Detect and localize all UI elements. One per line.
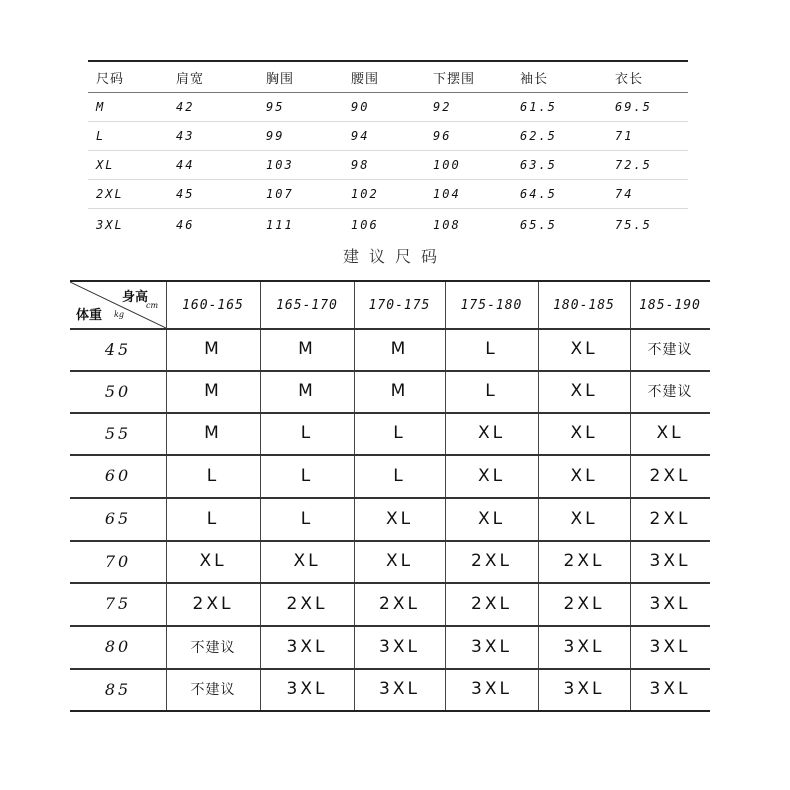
weight-cell: 50: [104, 381, 132, 401]
measurement-row: [88, 151, 688, 180]
measurement-cell-chest: 107: [266, 187, 294, 201]
weight-cell: 55: [104, 423, 132, 443]
height-unit: cm: [146, 301, 159, 310]
measurement-cell-hem: 108: [433, 218, 461, 232]
measurement-cell-sleeve: 62.5: [520, 129, 557, 143]
size-recommendation-cell: XL: [570, 423, 598, 443]
size-recommendation-cell: L: [206, 465, 220, 486]
size-recommendation-cell: XL: [477, 465, 506, 486]
size-recommendation-cell: 不建议: [647, 342, 693, 358]
measurement-cell-length: 75.5: [615, 218, 652, 232]
measurement-cell-waist: 106: [351, 218, 379, 232]
size-recommendation-cell: 3XL: [286, 636, 328, 657]
size-recommendation-cell: XL: [570, 465, 598, 486]
corner-header: [70, 282, 166, 328]
recommend-title: 建议尺码: [342, 247, 447, 266]
size-recommendation-cell: XL: [477, 508, 506, 529]
measurement-cell-length: 72.5: [615, 158, 652, 172]
measurement-cell-chest: 99: [266, 129, 285, 143]
measurement-header-row: [88, 62, 688, 93]
measurement-cell-size: XL: [96, 158, 115, 172]
size-recommendation-cell: 3XL: [286, 679, 328, 699]
measurement-row: [88, 180, 688, 209]
height-range-header: 185-190: [639, 297, 701, 313]
size-recommendation-cell: 2XL: [192, 593, 234, 614]
size-recommendation-cell: L: [485, 339, 498, 359]
measurement-cell-shoulder: 42: [176, 100, 195, 114]
weight-cell: 65: [104, 509, 132, 528]
size-recommendation-cell: XL: [570, 381, 598, 401]
measurement-cell-size: L: [96, 129, 106, 143]
size-recommendation-cell: M: [204, 423, 222, 443]
size-recommendation-cell: 3XL: [649, 679, 691, 699]
measurement-cell-length: 69.5: [615, 100, 652, 114]
recommendation-table: [70, 280, 710, 712]
size-recommendation-cell: L: [300, 508, 314, 529]
height-range-header: 175-180: [460, 297, 523, 313]
size-recommendation-cell: 3XL: [471, 636, 512, 657]
size-recommendation-cell: 2XL: [649, 465, 691, 486]
measurement-cell-sleeve: 61.5: [520, 100, 557, 114]
size-recommendation-cell: 不建议: [647, 384, 693, 400]
measurement-cell-length: 71: [615, 129, 634, 143]
measurement-cell-chest: 95: [266, 100, 285, 114]
measurement-cell-waist: 98: [351, 158, 370, 172]
size-recommendation-cell: XL: [199, 551, 227, 571]
size-recommendation-cell: M: [204, 381, 222, 401]
weight-cell: 85: [104, 679, 132, 699]
size-recommendation-cell: L: [485, 381, 498, 401]
size-recommendation-cell: L: [300, 423, 314, 443]
size-recommendation-cell: 2XL: [563, 593, 605, 614]
size-recommendation-cell: 不建议: [190, 639, 236, 656]
size-recommendation-cell: 3XL: [649, 551, 691, 571]
measurement-cell-hem: 96: [433, 129, 452, 143]
size-recommendation-cell: M: [390, 339, 409, 359]
header-waist: 腰围: [351, 71, 380, 87]
weight-unit: kg: [114, 310, 124, 319]
measurement-row: [88, 122, 688, 151]
measurement-cell-shoulder: 46: [176, 218, 195, 232]
size-recommendation-cell: XL: [570, 508, 598, 529]
size-recommendation-cell: 3XL: [649, 636, 691, 657]
measurement-cell-waist: 90: [351, 100, 370, 114]
height-range-header: 160-165: [182, 297, 244, 313]
size-recommendation-cell: XL: [477, 423, 506, 443]
measurement-cell-waist: 94: [351, 129, 370, 143]
measurement-row: [88, 209, 688, 241]
measurement-cell-shoulder: 43: [176, 129, 195, 143]
size-recommendation-cell: L: [393, 423, 406, 443]
size-recommendation-cell: 2XL: [286, 593, 328, 614]
measurement-cell-shoulder: 45: [176, 187, 195, 201]
size-recommendation-cell: XL: [293, 551, 321, 571]
measurement-cell-chest: 111: [266, 218, 294, 232]
height-range-header: 170-175: [368, 297, 431, 313]
measurement-cell-sleeve: 63.5: [520, 158, 557, 172]
measurement-cell-sleeve: 64.5: [520, 187, 557, 201]
size-recommendation-cell: 3XL: [563, 679, 605, 699]
header-sleeve: 袖长: [520, 71, 549, 87]
measurement-cell-size: 2XL: [96, 187, 124, 201]
measurement-cell-length: 74: [615, 187, 634, 201]
measurement-table: [88, 60, 688, 241]
height-label: 身高: [122, 290, 149, 305]
size-recommendation-cell: XL: [570, 339, 598, 359]
size-recommendation-cell: M: [204, 339, 222, 359]
size-recommendation-cell: XL: [656, 423, 684, 443]
measurement-cell-hem: 100: [433, 158, 461, 172]
size-recommendation-cell: 3XL: [379, 636, 420, 657]
size-recommendation-cell: 2XL: [649, 508, 691, 529]
header-length: 衣长: [615, 71, 644, 87]
size-recommendation-cell: 不建议: [190, 682, 236, 698]
size-recommendation-cell: 2XL: [471, 551, 512, 571]
size-recommendation-cell: 2XL: [563, 551, 605, 571]
header-hem: 下摆围: [433, 71, 476, 87]
size-recommendation-cell: 3XL: [379, 679, 420, 699]
size-recommendation-cell: M: [390, 381, 409, 401]
measurement-row: [88, 93, 688, 122]
size-recommendation-cell: M: [298, 339, 316, 359]
weight-label: 体重: [76, 308, 103, 323]
size-recommendation-cell: L: [393, 465, 406, 486]
measurement-cell-waist: 102: [351, 187, 379, 201]
weight-cell: 70: [104, 551, 132, 571]
size-recommendation-cell: 3XL: [563, 636, 605, 657]
size-recommendation-cell: M: [298, 381, 316, 401]
size-recommendation-cell: L: [206, 508, 220, 529]
size-recommendation-cell: L: [300, 465, 314, 486]
weight-cell: 45: [104, 339, 132, 359]
size-recommendation-cell: 2XL: [471, 593, 512, 614]
measurement-cell-shoulder: 44: [176, 158, 195, 172]
measurement-cell-hem: 104: [433, 187, 461, 201]
weight-cell: 75: [104, 594, 132, 613]
weight-cell: 80: [104, 637, 132, 656]
measurement-cell-sleeve: 65.5: [520, 218, 557, 232]
height-range-header: 180-185: [553, 297, 615, 313]
size-recommendation-cell: 2XL: [379, 593, 420, 614]
measurement-cell-chest: 103: [266, 158, 294, 172]
header-shoulder: 肩宽: [176, 71, 205, 87]
header-chest: 胸围: [266, 71, 295, 87]
height-range-header: 165-170: [276, 297, 338, 313]
measurement-cell-hem: 92: [433, 100, 452, 114]
size-recommendation-cell: 3XL: [649, 593, 691, 614]
measurement-cell-size: 3XL: [96, 218, 124, 232]
size-recommendation-cell: XL: [385, 551, 414, 571]
header-size: 尺码: [96, 71, 125, 87]
size-recommendation-cell: XL: [385, 508, 414, 529]
weight-cell: 60: [104, 466, 132, 485]
measurement-cell-size: M: [96, 100, 106, 114]
size-recommendation-cell: 3XL: [471, 679, 512, 699]
